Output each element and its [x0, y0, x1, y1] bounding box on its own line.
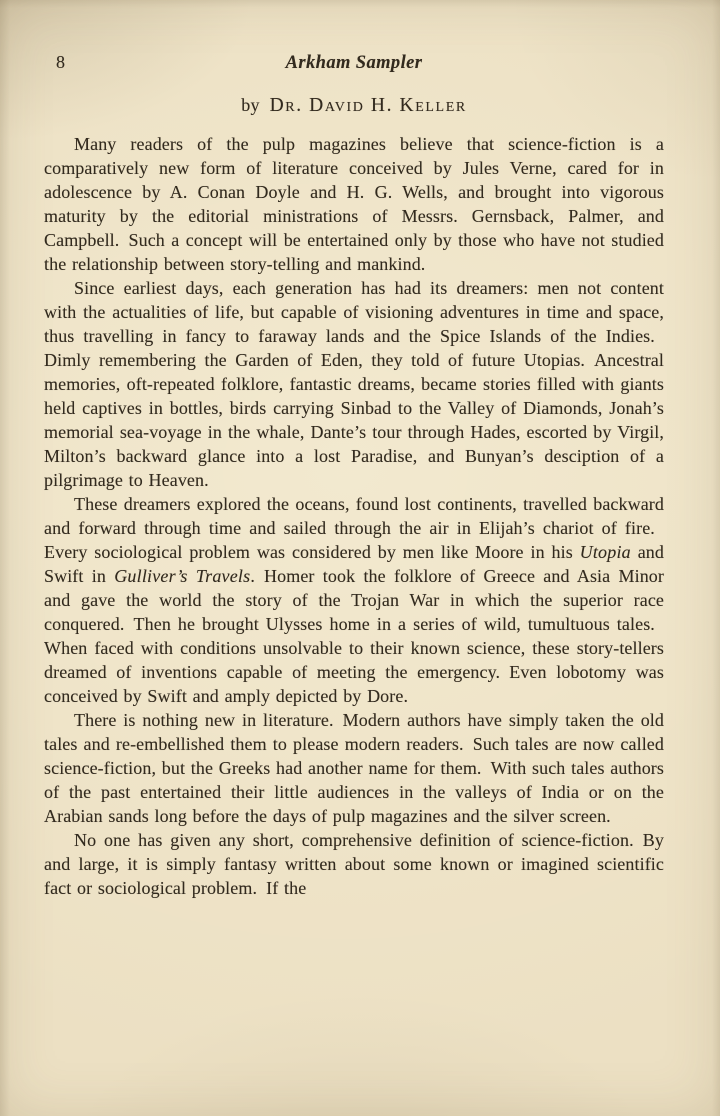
running-header [44, 50, 664, 75]
italic-title: Gulliver’s Travels [114, 566, 251, 586]
italic-title: Utopia [579, 542, 631, 562]
byline [44, 92, 664, 119]
byline-author: Dr. David H. Keller [269, 95, 467, 116]
paragraph [44, 492, 664, 708]
paragraph [44, 132, 664, 276]
paragraph-text: and Swift in [44, 542, 664, 586]
paragraph [44, 708, 664, 828]
paragraph-text: Many readers of the pulp magazines believe that science-fiction is a comparatively new form of literature conceived by Jules Verne, cared for in adolescence by A. Conan Doyle and H. G. Wells, and brought into vigorous maturity by the editorial ministrations of Messrs. Gernsback, Palmer, and Campbell. Such a concept will be entertained only by those who have not studied the relationship between story-telling and mankind. [44, 134, 664, 274]
paragraph-text: Since earliest days, each generation has had its dreamers: men not content with the actualities of life, but capable of visioning adventures in time and space, thus travelling in fancy to faraway lands and the Spice Islands of the Indies. Dimly remembering the Garden of Eden, they told of future Utopias. Ancestral memories, oft-repeated folklore, fantastic dreams, became stories filled with giants held captives in bottles, birds carrying Sinbad to the Valley of Diamonds, Jonah’s memorial sea-voyage in the whale, Dante’s tour through Hades, escorted by Virgil, Milton’s backward glance into a lost Paradise, and Bunyan’s desciption of a pilgrimage to Heaven. [44, 278, 664, 490]
paragraph-text: . Homer took the folklore of Greece and Asia Minor and gave the world the story of the Trojan War in which the superior race conquered. Then he brought Ulysses home in a series of wild, tumultuous tales. When faced with conditions unsolvable to their known science, these story-tellers dreamed of inventions capable of meeting the emergency. Even lobotomy was conceived by Swift and amply depicted by Dore. [44, 566, 664, 706]
paragraph-text: No one has given any short, comprehensive definition of science-fiction. By and large, it is simply fantasy written about some known or imagined scientific fact or sociological problem. If the [44, 830, 664, 898]
paragraph-text: There is nothing new in literature. Modern authors have simply taken the old tales and re-embellished them to please modern readers. Such tales are now called science-fiction, but the Greeks had another name for them. With such tales authors of the past entertained their little audiences in the valleys of India or on the Arabian sands long before the days of pulp magazines and the silver screen. [44, 710, 664, 826]
paragraph [44, 276, 664, 492]
page-number: 8 [56, 52, 65, 72]
byline-prefix: by [241, 95, 260, 115]
paragraph-text: These dreamers explored the oceans, found lost continents, travelled backward and forward through time and sailed through the air in Elijah’s chariot of fire. Every sociological problem was considered by men like Moore in his [44, 494, 664, 562]
article-body [44, 132, 664, 900]
paragraph [44, 828, 664, 900]
running-head-title: Arkham Sampler [285, 53, 423, 73]
